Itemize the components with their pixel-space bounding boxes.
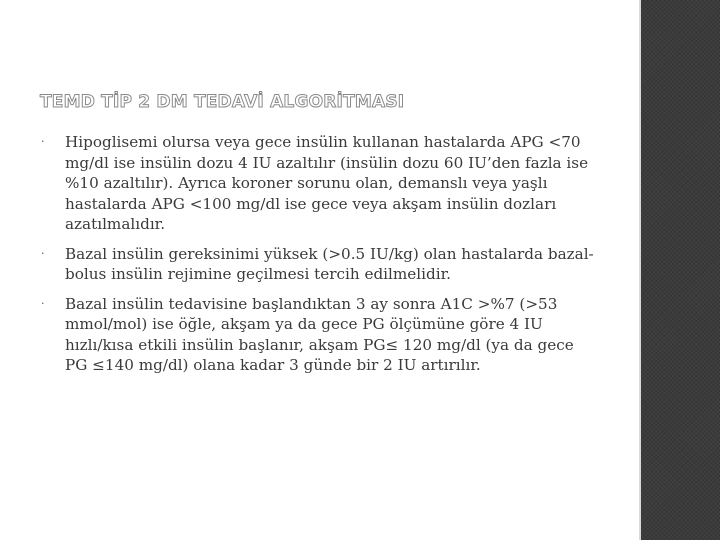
bullet-text-3: Bazal insülin tedavisine başlandıktan 3 ay sonra A1C >%7 (>53 mmol/mol) ise öğle, akşam ya da gece PG ölçümüne göre 4 IU hızlı/kısa etkili insülin başlanır, akşam PG≤ 120 mg/dl (ya da gece PG ≤140 mg/dl) olana kadar 3 günde bir 2 IU artırılır. — [65, 294, 574, 374]
bullet-item-2 — [40, 244, 600, 285]
bullet-text-1: Hipoglisemi olursa veya gece insülin kullanan hastalarda APG <70 mg/dl ise insülin dozu 4 IU azaltılır (insülin dozu 60 IU’den fazla ise %10 azaltılır). Ayrıca koroner sorunu olan, demanslı veya yaşlı hastalarda APG <100 mg/dl ise gece veya akşam insülin dozları azatılmalıdır. — [65, 133, 589, 233]
slide-title: TEMD TİP 2 DM TEDAVİ ALGORİTMASI — [40, 92, 405, 112]
bullet-item-3 — [40, 294, 600, 376]
bullet-dot-icon: · — [41, 246, 45, 260]
decorative-sidebar — [641, 0, 720, 540]
bullet-item-1 — [40, 132, 600, 235]
bullet-list — [40, 132, 600, 385]
bullet-dot-icon: · — [41, 296, 45, 310]
bullet-text-2: Bazal insülin gereksinimi yüksek (>0.5 IU/kg) olan hastalarda bazal-bolus insülin rejimine geçilmesi tercih edilmelidir. — [65, 244, 594, 283]
bullet-dot-icon: · — [41, 135, 45, 148]
